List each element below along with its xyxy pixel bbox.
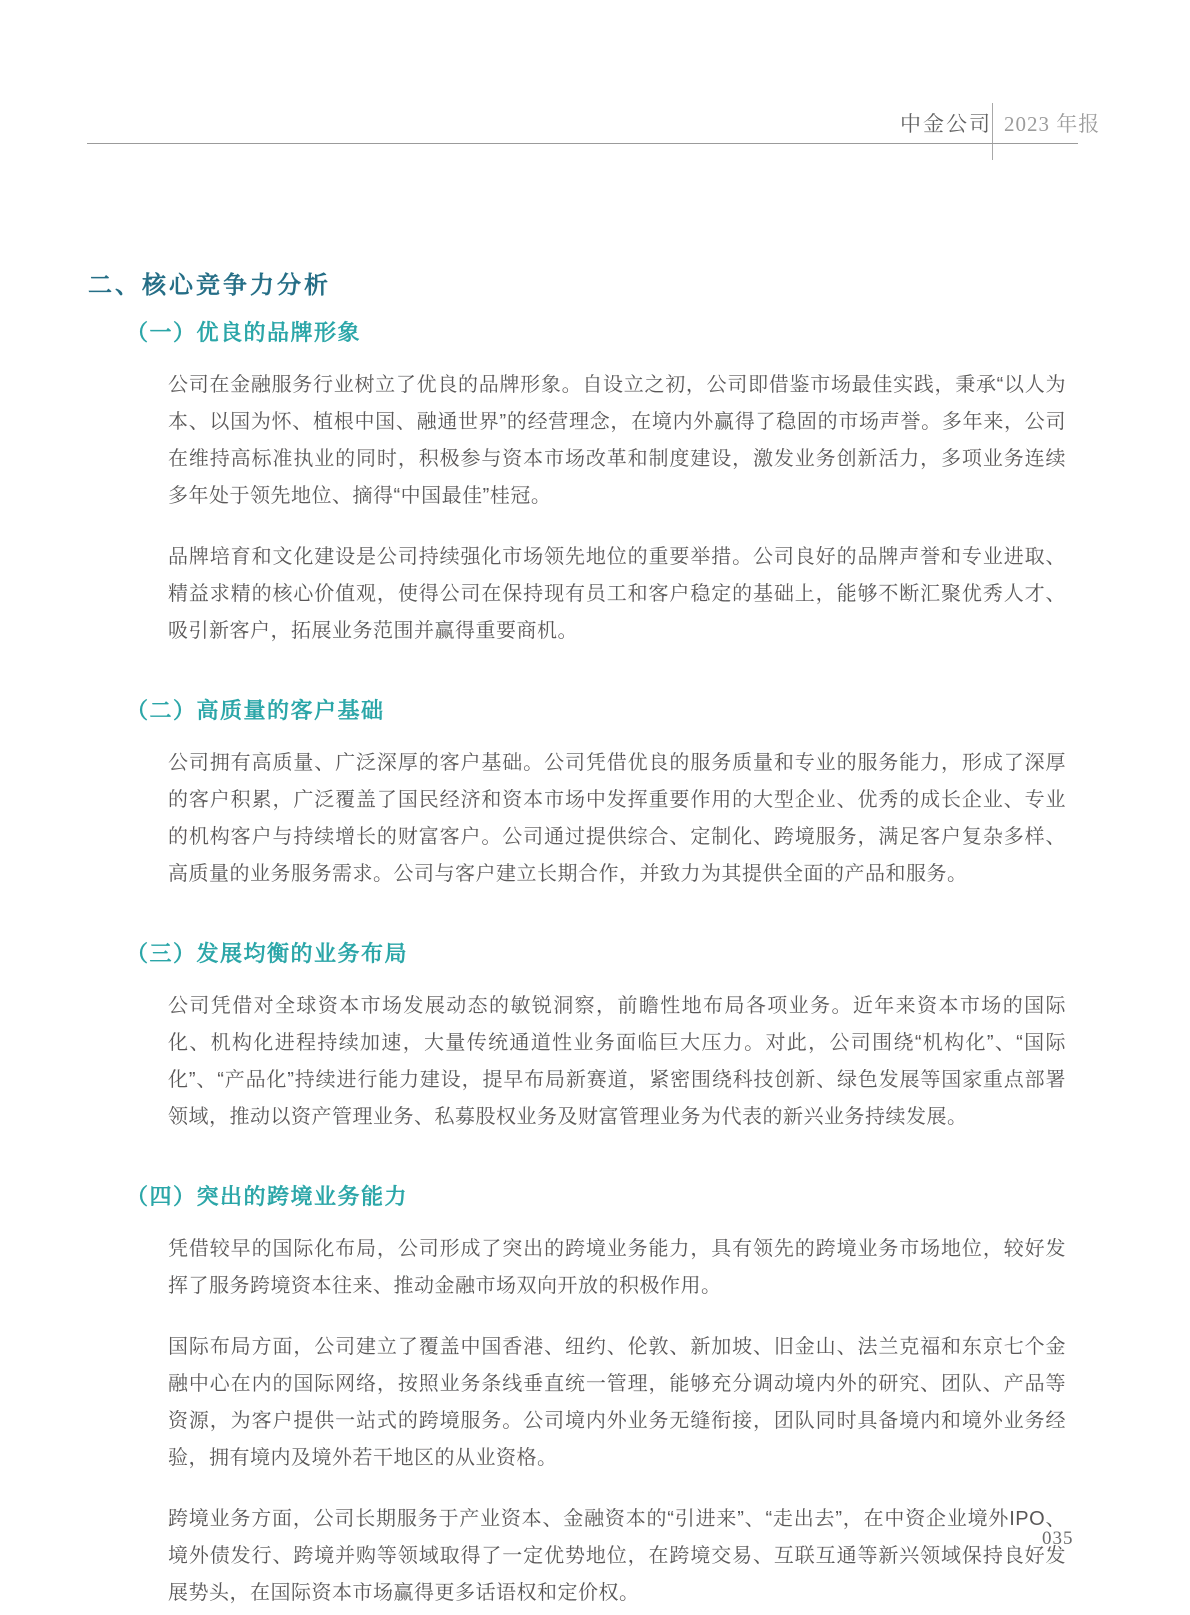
section-brand-image [88, 316, 1066, 650]
header-divider-line [992, 103, 993, 160]
paragraph: 品牌培育和文化建设是公司持续强化市场领先地位的重要举措。公司良好的品牌声誉和专业进取、精益求精的核心价值观，使得公司在保持现有员工和客户稳定的基础上，能够不断汇聚优秀人才、吸引新客户，拓展业务范围并赢得重要商机。 [168, 546, 1066, 642]
header-company-name: 中金公司 [900, 112, 992, 136]
header-report-title: 2023 年报 [1004, 112, 1101, 136]
page-number: 035 [1042, 1528, 1074, 1549]
section-cross-border [88, 1180, 1066, 1612]
paragraph: 公司凭借对全球资本市场发展动态的敏锐洞察，前瞻性地布局各项业务。近年来资本市场的国际化、机构化进程持续加速，大量传统通道性业务面临巨大压力。对此，公司围绕“机构化”、“国际化”、“产品化”持续进行能力建设，提早布局新赛道，紧密围绕科技创新、绿色发展等国家重点部署领域，推动以资产管理业务、私募股权业务及财富管理业务为代表的新兴业务持续发展。 [168, 995, 1066, 1128]
chapter-title: 二、核心竞争力分析 [88, 272, 331, 299]
section-heading-client-base: （二）高质量的客户基础 [126, 698, 385, 723]
section-heading-cross-border: （四）突出的跨境业务能力 [126, 1184, 409, 1209]
paragraph: 凭借较早的国际化布局，公司形成了突出的跨境业务能力，具有领先的跨境业务市场地位，较好发挥了服务跨境资本往来、推动金融市场双向开放的积极作用。 [168, 1238, 1066, 1297]
paragraph: 公司在金融服务行业树立了优良的品牌形象。自设立之初，公司即借鉴市场最佳实践，秉承“以人为本、以国为怀、植根中国、融通世界”的经营理念，在境内外赢得了稳固的市场声誉。多年来，公司在维持高标准执业的同时，积极参与资本市场改革和制度建设，激发业务创新活力，多项业务连续多年处于领先地位、摘得“中国最佳”桂冠。 [168, 374, 1066, 507]
section-heading-balanced-business: （三）发展均衡的业务布局 [126, 941, 409, 966]
section-balanced-business [88, 937, 1066, 1136]
header-rule-line [87, 143, 1078, 144]
paragraph: 公司拥有高质量、广泛深厚的客户基础。公司凭借优良的服务质量和专业的服务能力，形成了深厚的客户积累，广泛覆盖了国民经济和资本市场中发挥重要作用的大型企业、优秀的成长企业、专业的机构客户与持续增长的财富客户。公司通过提供综合、定制化、跨境服务，满足客户复杂多样、高质量的业务服务需求。公司与客户建立长期合作，并致力为其提供全面的产品和服务。 [168, 752, 1066, 885]
paragraph: 跨境业务方面，公司长期服务于产业资本、金融资本的“引进来”、“走出去”，在中资企业境外IPO、境外债发行、跨境并购等领域取得了一定优势地位，在跨境交易、互联互通等新兴领域保持良好发展势头，在国际资本市场赢得更多话语权和定价权。 [168, 1508, 1066, 1604]
main-content [88, 265, 1066, 1612]
section-client-base [88, 694, 1066, 893]
paragraph: 国际布局方面，公司建立了覆盖中国香港、纽约、伦敦、新加坡、旧金山、法兰克福和东京七个金融中心在内的国际网络，按照业务条线垂直统一管理，能够充分调动境内外的研究、团队、产品等资源，为客户提供一站式的跨境服务。公司境内外业务无缝衔接，团队同时具备境内和境外业务经验，拥有境内及境外若干地区的从业资格。 [168, 1336, 1066, 1469]
section-heading-brand-image: （一）优良的品牌形象 [126, 320, 362, 345]
